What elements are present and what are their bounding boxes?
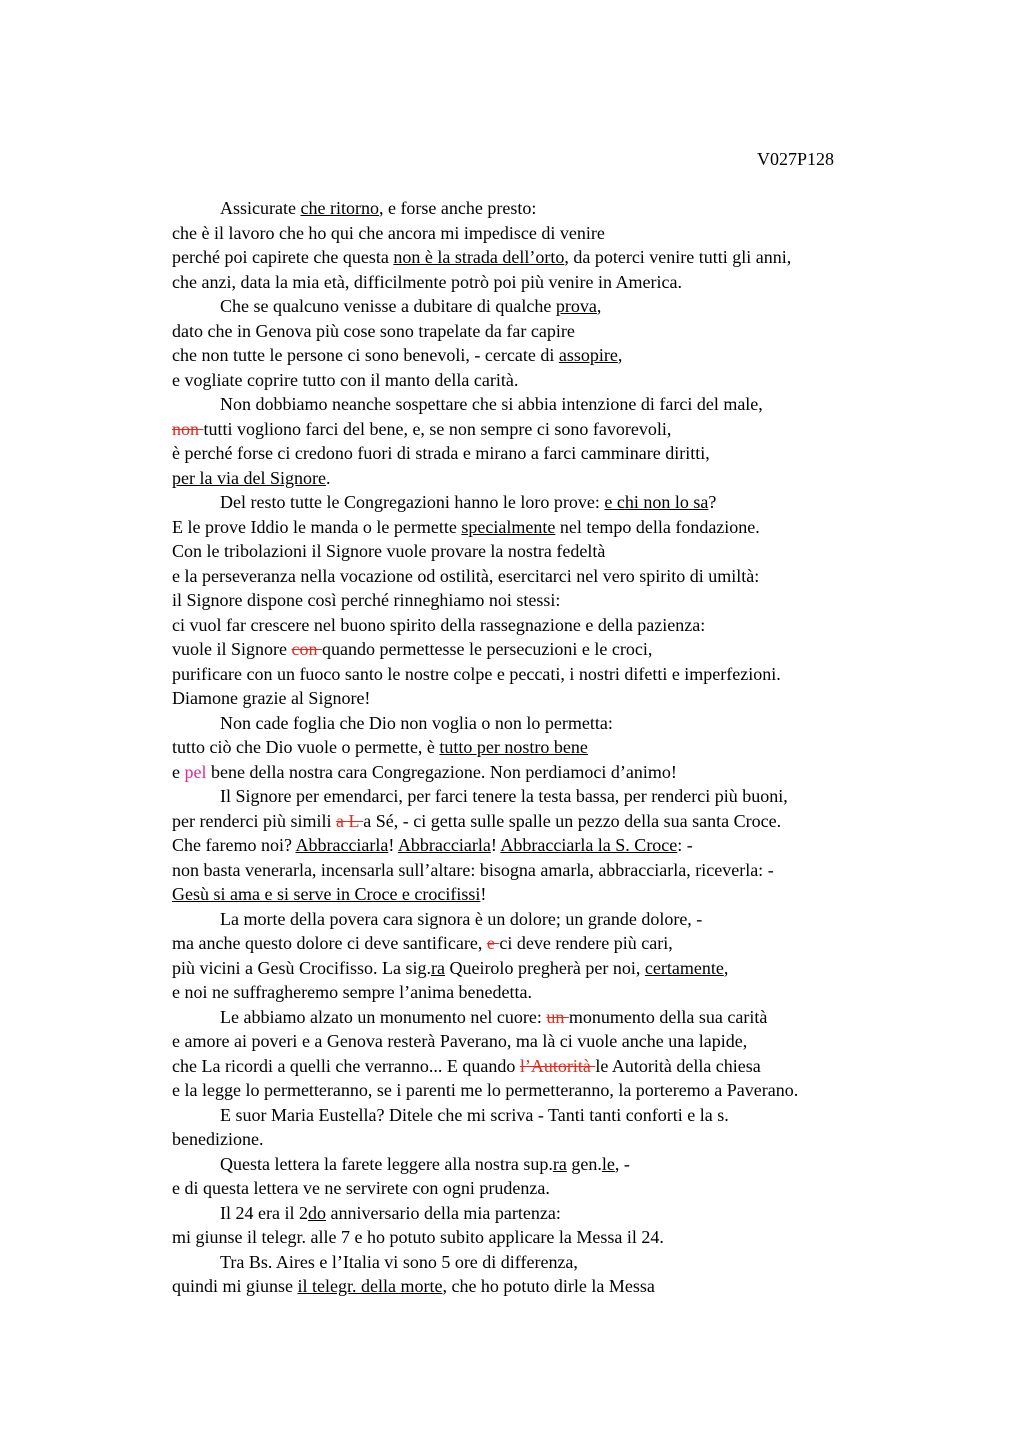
text-segment: a Sé, - ci getta sulle spalle un pezzo della sua santa Croce. (363, 810, 782, 831)
text-line (172, 907, 932, 932)
underlined-text: Abbracciarla (397, 835, 491, 855)
text-line (172, 564, 932, 589)
underlined-text: Gesù si ama e si serve in Croce e crocifissi (172, 884, 481, 904)
text-line (172, 294, 932, 319)
deleted-text: e (486, 933, 500, 953)
deleted-text: l’Autorità (519, 1055, 596, 1076)
text-segment: Con le tribolazioni il Signore vuole provare la nostra fedeltà (172, 541, 606, 561)
underlined-text: ra (430, 957, 445, 978)
text-segment: . (325, 467, 331, 488)
text-segment: benedizione. (172, 1129, 264, 1149)
text-line (172, 1029, 932, 1054)
text-line (172, 466, 932, 491)
underlined-text: Abbracciarla (295, 835, 389, 855)
text-line (172, 1078, 932, 1103)
highlighted-text: pel (184, 761, 207, 782)
text-line (172, 539, 932, 564)
text-line (172, 1250, 932, 1275)
text-line (172, 1005, 932, 1030)
text-line (172, 662, 932, 687)
text-segment: e (172, 761, 185, 782)
text-line (172, 343, 932, 368)
text-line (172, 637, 932, 662)
text-line (172, 490, 932, 515)
underlined-text: specialmente (461, 516, 556, 537)
text-line (172, 1152, 932, 1177)
text-line (172, 833, 932, 858)
text-line (172, 760, 932, 785)
deleted-text: un (546, 1006, 569, 1027)
text-segment: che anzi, data la mia età, difficilmente potrò poi più venire in America. (172, 271, 682, 292)
text-line (172, 956, 932, 981)
text-segment: tutto ciò che Dio vuole o permette, è (172, 737, 440, 757)
page-id: V027P128 (757, 149, 835, 169)
text-segment: ci vuol far crescere nel buono spirito della rassegnazione e della pazienza: (172, 614, 706, 635)
text-segment: perché poi capirete che questa (172, 247, 394, 267)
text-line (172, 1274, 932, 1299)
underlined-text: Abbracciarla la S. Croce (500, 835, 678, 855)
text-segment: bene della nostra cara Congregazione. Non perdiamoci d’animo! (206, 761, 677, 782)
text-line (172, 319, 932, 344)
underlined-text: certamente (644, 957, 724, 978)
text-segment: è perché forse ci credono fuori di strada e mirano a farci camminare diritti, (172, 443, 710, 463)
text-segment: quindi mi giunse (172, 1276, 298, 1296)
deleted-text: non (172, 418, 204, 439)
text-line (172, 417, 932, 442)
text-segment: Queirolo pregherà per noi, (444, 957, 645, 978)
text-segment: che è il lavoro che ho qui che ancora mi impedisce di venire (172, 222, 605, 243)
text-line (172, 882, 932, 907)
text-line (172, 858, 932, 883)
text-line (172, 245, 932, 270)
text-line (172, 1103, 932, 1128)
text-line (172, 392, 932, 417)
text-line (172, 931, 932, 956)
text-segment: Tra Bs. Aires e l’Italia vi sono 5 ore di differenza, (220, 1251, 578, 1272)
text-line (172, 809, 932, 834)
text-segment: gen. (566, 1153, 602, 1174)
text-line (172, 196, 932, 221)
underlined-text: ra (552, 1153, 567, 1174)
text-segment: mi giunse il telegr. alle 7 e ho potuto subito applicare la Messa il 24. (172, 1227, 664, 1247)
underlined-text: non è la strada dell’orto (393, 247, 565, 267)
text-line (172, 980, 932, 1005)
text-segment: Non dobbiamo neanche sospettare che si abbia intenzione di farci del male, (220, 394, 763, 414)
underlined-text: che ritorno (300, 198, 379, 218)
text-segment: e la legge lo permetteranno, se i parenti me lo permetteranno, la porteremo a Paverano. (172, 1080, 799, 1100)
text-segment: , che ho potuto dirle la Messa (442, 1276, 655, 1296)
text-segment: anniversario della mia partenza: (325, 1202, 561, 1223)
text-segment: , (596, 296, 602, 316)
text-segment: non basta venerarla, incensarla sull’altare: bisogna amarla, abbracciarla, riceverla: - (172, 859, 774, 880)
text-segment: , e forse anche presto: (378, 198, 537, 218)
text-segment: E suor Maria Eustella? Ditele che mi scriva - Tanti tanti conforti e la s. (220, 1104, 729, 1125)
text-segment: e vogliate coprire tutto con il manto della carità. (172, 369, 519, 390)
underlined-text: prova (555, 296, 597, 316)
text-segment: per renderci più simili (172, 810, 336, 831)
text-segment: tutti vogliono farci del bene, e, se non sempre ci sono favorevoli, (203, 418, 672, 439)
text-line (172, 1176, 932, 1201)
text-segment: ? (708, 492, 717, 512)
text-segment: , - (614, 1153, 630, 1174)
text-line (172, 613, 932, 638)
text-segment: ! (490, 835, 501, 855)
text-segment: Il Signore per emendarci, per farci tenere la testa bassa, per renderci più buoni, (220, 786, 788, 806)
text-segment: monumento della sua carità (568, 1006, 768, 1027)
underlined-text: do (307, 1202, 326, 1223)
letter-body (172, 196, 932, 1299)
text-segment: ma anche questo dolore ci deve santificare, (172, 933, 487, 953)
deleted-text: con (291, 639, 322, 659)
text-segment: E le prove Iddio le manda o le permette (172, 516, 462, 537)
text-segment: Il 24 era il 2 (220, 1202, 308, 1223)
text-segment: e amore ai poveri e a Genova resterà Paverano, ma là ci vuole anche una lapide, (172, 1031, 748, 1051)
text-line (172, 221, 932, 246)
text-segment: , da poterci venire tutti gli anni, (564, 247, 792, 267)
text-segment: il Signore dispone così perché rinneghiamo noi stessi: (172, 590, 561, 610)
text-segment: ! (388, 835, 398, 855)
text-line (172, 1054, 932, 1079)
text-segment: Non cade foglia che Dio non voglia o non lo permetta: (220, 712, 613, 733)
text-segment: vuole il Signore (172, 639, 292, 659)
text-segment: ! (480, 884, 487, 904)
text-line (172, 270, 932, 295)
text-segment: Le abbiamo alzato un monumento nel cuore: (220, 1006, 547, 1027)
underlined-text: le (601, 1153, 615, 1174)
underlined-text: il telegr. della morte (297, 1276, 443, 1296)
text-segment: nel tempo della fondazione. (555, 516, 760, 537)
text-segment: che La ricordi a quelli che verranno... E quando (172, 1055, 520, 1076)
text-line (172, 515, 932, 540)
text-segment: ci deve rendere più cari, (499, 933, 673, 953)
text-segment: dato che in Genova più cose sono trapelate da far capire (172, 320, 575, 341)
underlined-text: e chi non lo sa (604, 492, 709, 512)
text-line (172, 1201, 932, 1226)
deleted-text: a L (335, 810, 364, 831)
text-segment: Questa lettera la farete leggere alla nostra sup. (220, 1153, 553, 1174)
underlined-text: per la via del Signore (172, 467, 326, 488)
text-segment: le Autorità della chiesa (595, 1055, 761, 1076)
text-segment: più vicini a Gesù Crocifisso. La sig. (172, 957, 431, 978)
text-segment: che non tutte le persone ci sono benevoli, - cercate di (172, 345, 559, 365)
text-segment: Diamone grazie al Signore! (172, 688, 371, 708)
text-segment: Che se qualcuno venisse a dubitare di qualche (220, 296, 556, 316)
text-line (172, 1225, 932, 1250)
text-segment: Assicurate (220, 198, 301, 218)
text-line (172, 686, 932, 711)
text-line (172, 368, 932, 393)
text-segment: , (617, 345, 623, 365)
text-line (172, 441, 932, 466)
text-segment: , (723, 957, 729, 978)
text-line (172, 735, 932, 760)
text-segment: : - (677, 835, 693, 855)
text-segment: e di questa lettera ve ne servirete con ogni prudenza. (172, 1178, 550, 1198)
text-segment: e la perseveranza nella vocazione od ostilità, esercitarci nel vero spirito di umiltà: (172, 565, 760, 586)
text-segment: La morte della povera cara signora è un dolore; un grande dolore, - (220, 908, 703, 929)
text-line (172, 711, 932, 736)
underlined-text: assopire (558, 345, 618, 365)
text-segment: purificare con un fuoco santo le nostre colpe e peccati, i nostri difetti e imperfezioni. (172, 663, 781, 684)
text-line (172, 1127, 932, 1152)
text-line (172, 784, 932, 809)
text-line (172, 588, 932, 613)
text-segment: e noi ne suffragheremo sempre l’anima benedetta. (172, 982, 533, 1002)
text-segment: Del resto tutte le Congregazioni hanno le loro prove: (220, 492, 605, 512)
text-segment: quando permettesse le persecuzioni e le croci, (322, 639, 653, 659)
text-segment: Che faremo noi? (172, 835, 296, 855)
underlined-text: tutto per nostro bene (439, 737, 588, 757)
